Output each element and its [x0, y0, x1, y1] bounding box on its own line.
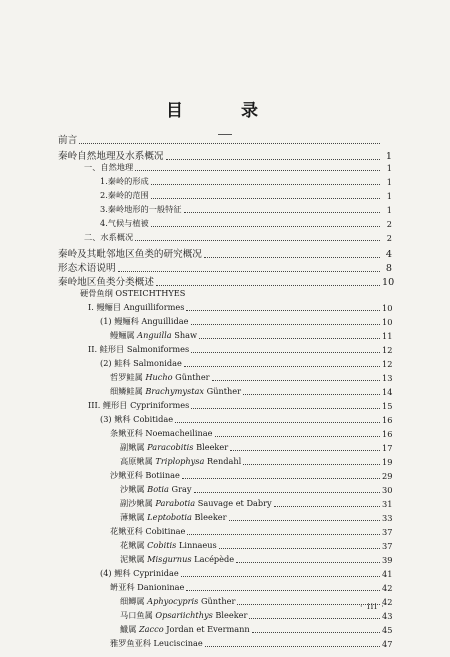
- dot-leader: [191, 323, 380, 325]
- dot-leader: [151, 225, 380, 227]
- toc-entry[interactable]: [100, 204, 392, 215]
- toc-entry-label: 秦岭自然地理及水系概况: [58, 151, 164, 162]
- dot-leader: [166, 158, 380, 160]
- toc-entry[interactable]: [110, 372, 392, 383]
- dot-leader: [205, 645, 380, 647]
- toc-entry-label: 副鳅属 Paracobitis Bleeker: [120, 442, 229, 452]
- toc-entry[interactable]: [100, 218, 392, 229]
- dot-leader: [243, 393, 380, 395]
- dot-leader: [175, 421, 380, 423]
- toc-entry-page: 15: [382, 401, 393, 411]
- toc-entry-page: 19: [382, 457, 393, 467]
- toc-entry-page: 45: [382, 625, 393, 635]
- dot-leader: [184, 211, 381, 213]
- toc-entry-label: 花鳅属 Cobitis Linnaeus: [120, 540, 217, 550]
- dot-leader: [182, 477, 380, 479]
- toc-entry[interactable]: [100, 568, 392, 579]
- toc-entry-page: 1: [386, 191, 392, 201]
- dot-leader: [181, 575, 380, 577]
- toc-entry[interactable]: [58, 132, 392, 146]
- toc-entry-page: 37: [382, 527, 393, 537]
- toc-entry-label: 鱲属 Zacco Jordan et Evermann: [120, 624, 250, 634]
- toc-entry[interactable]: [110, 428, 392, 439]
- toc-entry[interactable]: [110, 470, 392, 481]
- toc-entry-page: 16: [382, 429, 393, 439]
- toc-entry-label: 泥鳅属 Misgurnus Lacépède: [120, 554, 235, 564]
- toc-entry[interactable]: [58, 260, 392, 274]
- toc-entry-page: 1: [385, 151, 392, 162]
- dot-leader: [229, 519, 380, 521]
- toc-entry-page: 2: [386, 233, 392, 243]
- toc-entry-page: 14: [382, 387, 393, 397]
- dot-leader: [118, 270, 380, 272]
- toc-entry-label: (4) 鲤科 Cyprinidae: [100, 568, 179, 578]
- toc-entry-page: 8: [385, 263, 392, 274]
- toc-entry[interactable]: [88, 400, 392, 411]
- dot-leader: [212, 379, 380, 381]
- toc-entry-page: 2: [386, 219, 392, 229]
- toc-entry[interactable]: [120, 610, 392, 621]
- toc-entry[interactable]: [100, 316, 392, 327]
- toc-entry-page: 1: [386, 177, 392, 187]
- toc-entry[interactable]: [110, 582, 392, 593]
- toc-entry[interactable]: [58, 274, 395, 288]
- toc-entry[interactable]: [88, 302, 392, 313]
- dot-leader: [151, 197, 380, 199]
- toc-entry-page: 17: [382, 443, 393, 453]
- toc-entry-page: 39: [382, 555, 393, 565]
- toc-entry[interactable]: [120, 442, 392, 453]
- toc-entry-label: 沙鳅属 Botia Gray: [120, 484, 192, 494]
- toc-entry-label: 细鳞鲑属 Brachymystax Günther: [110, 386, 242, 396]
- toc-entry-page: 10: [382, 317, 393, 327]
- page-title: 目 录: [166, 101, 284, 121]
- toc-entry[interactable]: [120, 554, 392, 565]
- toc-entry-page: 41: [382, 569, 393, 579]
- toc-entry-label: 鿕亚科 Danioninae: [110, 582, 185, 592]
- toc-entry-label: 一、自然地理: [84, 162, 134, 172]
- toc-entry[interactable]: [100, 358, 392, 369]
- toc-entry-label: 前言: [58, 135, 78, 146]
- toc-entry[interactable]: [58, 246, 392, 260]
- toc-entry[interactable]: [120, 624, 392, 635]
- toc-entry-label: 花鳅亚科 Cobitinae: [110, 526, 186, 536]
- toc-entry-label: (3) 鳅科 Cobitidae: [100, 414, 174, 424]
- toc-entry-page: 42: [382, 583, 393, 593]
- toc-entry-label: 副沙鳅属 Parabotia Sauvage et Dabry: [120, 498, 272, 508]
- toc-entry-label: 高原鳅属 Triplophysa Rendahl: [120, 456, 242, 466]
- dot-leader: [230, 449, 380, 451]
- toc-entry[interactable]: [120, 512, 392, 523]
- toc-entry-label: 雅罗鱼亚科 Leuciscinae: [110, 638, 203, 648]
- toc-entry[interactable]: [88, 344, 392, 355]
- toc-entry-label: 4.气候与植被: [100, 218, 149, 228]
- toc-entry[interactable]: [120, 456, 392, 467]
- dot-leader: [199, 337, 380, 339]
- toc-entry[interactable]: [100, 190, 392, 201]
- dot-leader: [219, 547, 380, 549]
- toc-entry-label: (1) 鳗鲡科 Anguillidae: [100, 316, 189, 326]
- dot-leader: [194, 491, 381, 493]
- toc-entry[interactable]: [100, 414, 392, 425]
- toc-entry-label: 哲罗鲑属 Hucho Günther: [110, 372, 210, 382]
- toc-entry-page: 31: [382, 499, 393, 509]
- toc-entry-label: 形态术语说明: [58, 263, 116, 274]
- toc-entry[interactable]: [120, 596, 392, 607]
- toc-entry-label: 3.秦岭地形的一般特征: [100, 204, 182, 214]
- toc-entry-label: (2) 鲑科 Salmonidae: [100, 358, 182, 368]
- toc-entry-page: 42: [382, 597, 393, 607]
- dot-leader: [191, 407, 380, 409]
- dot-leader: [204, 256, 380, 258]
- toc-entry-label: 鳗鲡属 Anguilla Shaw: [110, 330, 197, 340]
- dot-leader: [79, 142, 380, 144]
- toc-entry-page: 1: [386, 163, 392, 173]
- dot-leader: [186, 589, 380, 591]
- toc-entry-page: 11: [382, 331, 393, 341]
- dot-leader: [274, 505, 380, 507]
- toc-entry-label: II. 鲑形目 Salmoniformes: [88, 344, 190, 354]
- toc-entry-page: 1: [386, 205, 392, 215]
- toc-entry-label: 细鲫属 Aphyocypris Günther: [120, 596, 236, 606]
- dot-leader: [243, 463, 380, 465]
- dot-leader: [135, 169, 380, 171]
- toc-entry-label: 秦岭及其毗邻地区鱼类的研究概况: [58, 249, 202, 260]
- toc-entry-page: 4: [385, 249, 392, 260]
- toc-entry[interactable]: [120, 484, 392, 495]
- toc-entry[interactable]: [120, 540, 392, 551]
- toc-entry[interactable]: [58, 148, 392, 162]
- dot-leader: [151, 183, 380, 185]
- toc-entry-label: I. 鳗鲡目 Anguilliformes: [88, 302, 185, 312]
- toc-entry-page: 10: [382, 303, 393, 313]
- toc-entry[interactable]: [80, 288, 392, 299]
- toc-entry-page: 37: [382, 541, 393, 551]
- toc-entry[interactable]: [84, 162, 392, 173]
- toc-entry-label: 沙鳅亚科 Botiinae: [110, 470, 180, 480]
- dot-leader: [184, 365, 380, 367]
- dot-leader: [215, 435, 381, 437]
- dot-leader: [191, 351, 380, 353]
- toc-entry-label: 2.秦岭的范围: [100, 190, 149, 200]
- dot-leader: [236, 561, 380, 563]
- toc-entry-page: 30: [382, 485, 393, 495]
- toc-entry[interactable]: [84, 232, 392, 243]
- dot-leader: [186, 309, 380, 311]
- toc-entry[interactable]: [110, 638, 392, 649]
- toc-entry-page: 10: [382, 277, 395, 288]
- toc-entry-page: 33: [382, 513, 393, 523]
- toc-entry-label: 秦岭地区鱼类分类概述: [58, 277, 154, 288]
- toc-entry[interactable]: [110, 526, 392, 537]
- toc-entry[interactable]: [100, 176, 392, 187]
- toc-entry-page: 16: [382, 415, 393, 425]
- toc-entry[interactable]: [110, 386, 392, 397]
- toc-entry-label: 二、水系概况: [84, 232, 134, 242]
- dot-leader: [249, 617, 380, 619]
- toc-entry-page: 47: [382, 639, 393, 649]
- dot-leader: [237, 603, 380, 605]
- dot-leader: [187, 533, 380, 535]
- toc-entry-label: 条鳅亚科 Noemacheilinae: [110, 428, 213, 438]
- toc-entry-page: 43: [382, 611, 393, 621]
- toc-entry-label: III. 鲤形目 Cypriniformes: [88, 400, 190, 410]
- page-number: · iii ·: [360, 602, 385, 611]
- dot-leader: [135, 239, 380, 241]
- toc-entry-page: 12: [382, 345, 393, 355]
- toc-entry[interactable]: [110, 330, 392, 341]
- dot-leader: [252, 631, 380, 633]
- toc-entry-label: 硬骨鱼纲 OSTEICHTHYES: [80, 288, 186, 298]
- toc-entry-label: 马口鱼属 Opsariichthys Bleeker: [120, 610, 248, 620]
- toc-entry-page: 12: [382, 359, 393, 369]
- toc-entry-page: 29: [382, 471, 393, 481]
- dot-leader: [156, 284, 380, 286]
- toc-entry-page: 13: [382, 373, 393, 383]
- toc-entry[interactable]: [120, 498, 392, 509]
- toc-entry-label: 薄鳅属 Leptobotia Bleeker: [120, 512, 227, 522]
- toc-entry-label: 1.秦岭的形成: [100, 176, 149, 186]
